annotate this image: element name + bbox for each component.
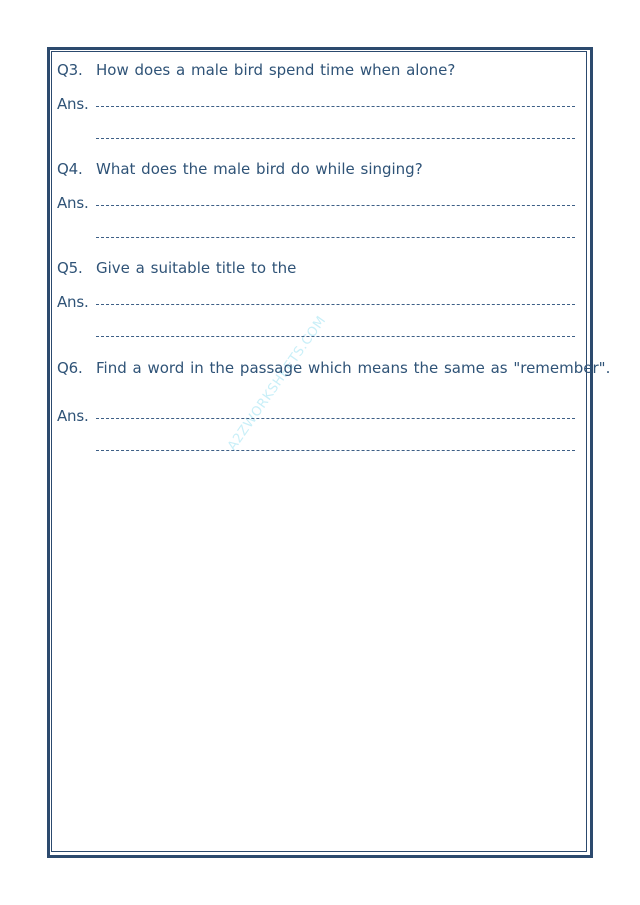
answer-line-2[interactable] xyxy=(96,138,575,139)
answer-line-1[interactable] xyxy=(96,304,575,305)
question-text: What does the male bird do while singing? xyxy=(96,160,423,178)
answer-line-2[interactable] xyxy=(96,336,575,337)
answer-line-2[interactable] xyxy=(96,237,575,238)
answer-row xyxy=(57,292,575,316)
answer-label: Ans. xyxy=(57,407,89,425)
question-number: Q4. xyxy=(57,160,83,178)
question-row xyxy=(57,358,611,382)
question-row xyxy=(57,159,575,183)
answer-line-1[interactable] xyxy=(96,106,575,107)
answer-line-1[interactable] xyxy=(96,418,575,419)
watermark-text: A2ZWORKSHEETS.COM xyxy=(225,313,330,454)
answer-line-2[interactable] xyxy=(96,450,575,451)
question-number: Q6. xyxy=(57,359,83,377)
question-text: Find a word in the passage which means the same as "remember". xyxy=(96,359,611,377)
question-text: How does a male bird spend time when alone? xyxy=(96,61,456,79)
answer-row xyxy=(57,94,575,118)
answer-line-1[interactable] xyxy=(96,205,575,206)
question-row xyxy=(57,60,575,84)
answer-row xyxy=(57,406,575,430)
answer-label: Ans. xyxy=(57,95,89,113)
question-number: Q3. xyxy=(57,61,83,79)
answer-label: Ans. xyxy=(57,194,89,212)
question-number: Q5. xyxy=(57,259,83,277)
question-row xyxy=(57,258,575,282)
answer-row xyxy=(57,193,575,217)
answer-label: Ans. xyxy=(57,293,89,311)
question-text: Give a suitable title to the xyxy=(96,259,297,277)
